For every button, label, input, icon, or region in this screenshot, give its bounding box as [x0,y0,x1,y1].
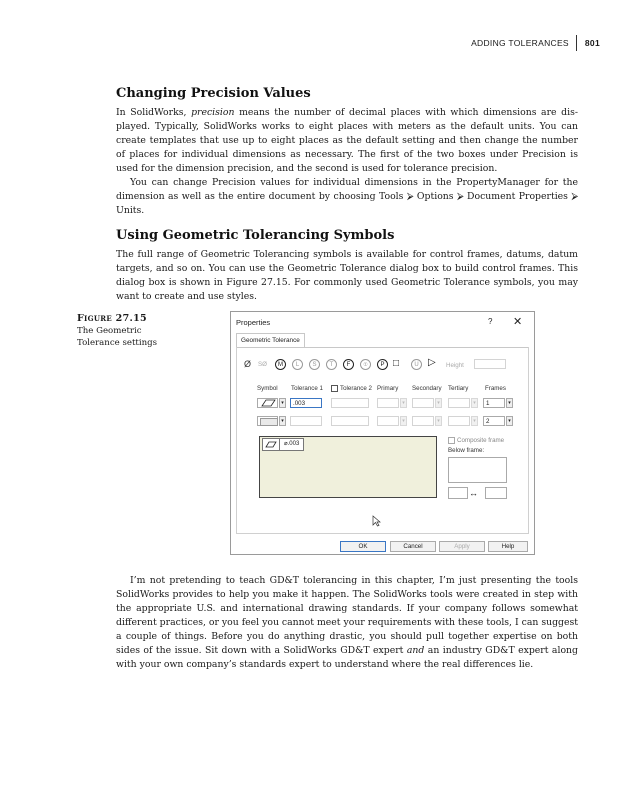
square-icon[interactable]: □ [393,358,400,369]
heading-changing-precision: Changing Precision Values [116,86,311,101]
frames-spinner-row-2[interactable]: ▾ [506,416,513,426]
between-arrows-icon[interactable]: ↔ [469,488,478,498]
section-precision [116,86,578,218]
dialog-title: Properties [236,318,271,327]
symbol-dropdown-row-1[interactable]: ▾ [279,398,286,408]
primary-field-row-1[interactable] [377,398,399,408]
secondary-field-row-1[interactable] [412,398,434,408]
column-symbol: Symbol [257,385,278,392]
tab-bar [236,333,528,348]
projected-zone-icon[interactable]: P [377,359,388,370]
figure-caption [77,313,167,349]
empty-symbol-icon [260,418,278,426]
paragraph-geometric: The full range of Geometric Tolerancing symbols is available for control frames, datums, datum targets, and so on. You can use the Geometric Tolerance dialog box to build control frames. This dialog box is shown in Figure 27.15. For commonly used Geometric Tolerance symbols, you may want to create and use styles. [116,249,578,302]
diameter-icon[interactable]: Ø [244,359,252,369]
preview-tolerance-value: ⌀.003 [284,441,300,447]
between-right-field[interactable] [485,487,507,499]
lmc-icon[interactable]: L [292,359,303,370]
flatness-icon [260,399,276,407]
rfs-icon[interactable]: S [309,359,320,370]
composite-frame-label: Composite frame [457,437,505,444]
below-frame-label: Below frame: [448,447,485,454]
symbol-dropdown-row-2[interactable]: ▾ [279,416,286,426]
tolerance-2-field-row-1[interactable] [331,398,369,408]
help-button[interactable]: Help [488,541,528,552]
control-frame-preview [259,436,437,498]
composite-frame-checkbox[interactable] [448,437,455,444]
section-closing [116,574,578,672]
between-left-field[interactable] [448,487,468,499]
primary-dropdown-row-1[interactable]: ▾ [400,398,407,408]
tertiary-dropdown-row-1[interactable]: ▾ [471,398,478,408]
statistical-icon[interactable]: ① [360,359,371,370]
help-icon[interactable]: ? [488,317,493,326]
column-primary: Primary [377,385,399,392]
secondary-dropdown-row-1[interactable]: ▾ [435,398,442,408]
cancel-button[interactable]: Cancel [390,541,436,552]
column-frames: Frames [485,385,506,392]
preview-control-frame [262,438,304,451]
frames-spinner-row-1[interactable]: ▾ [506,398,513,408]
unequal-icon[interactable]: U [411,359,422,370]
tertiary-field-row-1[interactable] [448,398,470,408]
mmc-icon[interactable]: M [275,359,286,370]
preview-flatness-icon [263,439,280,450]
mouse-cursor-icon [372,515,381,527]
paragraph-precision-values: You can change Precision values for individual dimensions in the PropertyManager for the dimension as well as the entire document by choosing Tools ⮚ Options ⮚ Document Properties ⮚ Units. [116,177,578,216]
secondary-field-row-2[interactable] [412,416,434,426]
heading-geometric-symbols: Using Geometric Tolerancing Symbols [116,228,395,243]
frames-field-row-2[interactable]: 2 [483,416,505,426]
tolerance-1-field-row-1[interactable]: .003 [290,398,322,408]
tolerance-2-checkbox[interactable] [331,385,338,392]
tolerance-1-field-row-2[interactable] [290,416,322,426]
apply-button[interactable]: Apply [439,541,485,552]
ok-button[interactable]: OK [340,541,386,552]
free-state-icon[interactable]: F [343,359,354,370]
paragraph-precision: In SolidWorks, precision means the number of decimal places with which dimensions are displayed. Typically, SolidWorks works to eight places with meters as the default units. You can create templates that use up to eight places as the default setting and then change the number of places for individual dimensions as necessary. The first of the two boxes under Precision is used for the dimension precision, and the second is used for tolerance precision. [116,107,578,174]
column-tolerance-1: Tolerance 1 [291,385,323,392]
tolerance-2-field-row-2[interactable] [331,416,369,426]
column-tolerance-2: Tolerance 2 [340,385,372,392]
spherical-diameter-icon[interactable]: SØ [258,361,267,368]
running-head [471,36,600,50]
paragraph-closing: I’m not pretending to teach GD&T tolerancing in this chapter, I’m just presenting the tools SolidWorks provides to help you make it happen. The SolidWorks tools were created in step with the appropriate U.S. and international drawing standards. If your company follows somewhat different practices, or you feel you cannot meet your requirements with these tools, I can suggest a couple of things. Before you do anything drastic, you should pull together expertise on both sides of the issue. Sit down with a SolidWorks GD&T expert and an industry GD&T expert along with your own company’s standards expert to understand where the real differences lie. [116,575,578,670]
tertiary-dropdown-row-2[interactable]: ▾ [471,416,478,426]
tertiary-field-row-2[interactable] [448,416,470,426]
close-icon[interactable]: ✕ [513,316,523,328]
section-geometric [116,228,578,304]
primary-field-row-2[interactable] [377,416,399,426]
continuous-feature-icon[interactable]: ▷ [428,357,436,368]
secondary-dropdown-row-2[interactable]: ▾ [435,416,442,426]
column-secondary: Secondary [412,385,442,392]
symbol-select-row-1[interactable] [257,398,278,408]
page-number: 801 [584,38,600,48]
frames-field-row-1[interactable]: 1 [483,398,505,408]
height-field[interactable] [474,359,506,369]
height-label: Height [446,362,464,369]
figure-number: Figure 27.15 [77,313,147,324]
column-tertiary: Tertiary [448,385,469,392]
figure-caption-text: The Geometric Tolerance settings [77,326,158,348]
tab-geometric-tolerance[interactable]: Geometric Tolerance [236,333,305,347]
running-head-section: ADDING TOLERANCES [471,35,577,51]
below-frame-field[interactable] [448,457,507,483]
properties-dialog [230,311,535,555]
tangent-plane-icon[interactable]: T [326,359,337,370]
primary-dropdown-row-2[interactable]: ▾ [400,416,407,426]
symbol-select-row-2[interactable] [257,416,278,426]
